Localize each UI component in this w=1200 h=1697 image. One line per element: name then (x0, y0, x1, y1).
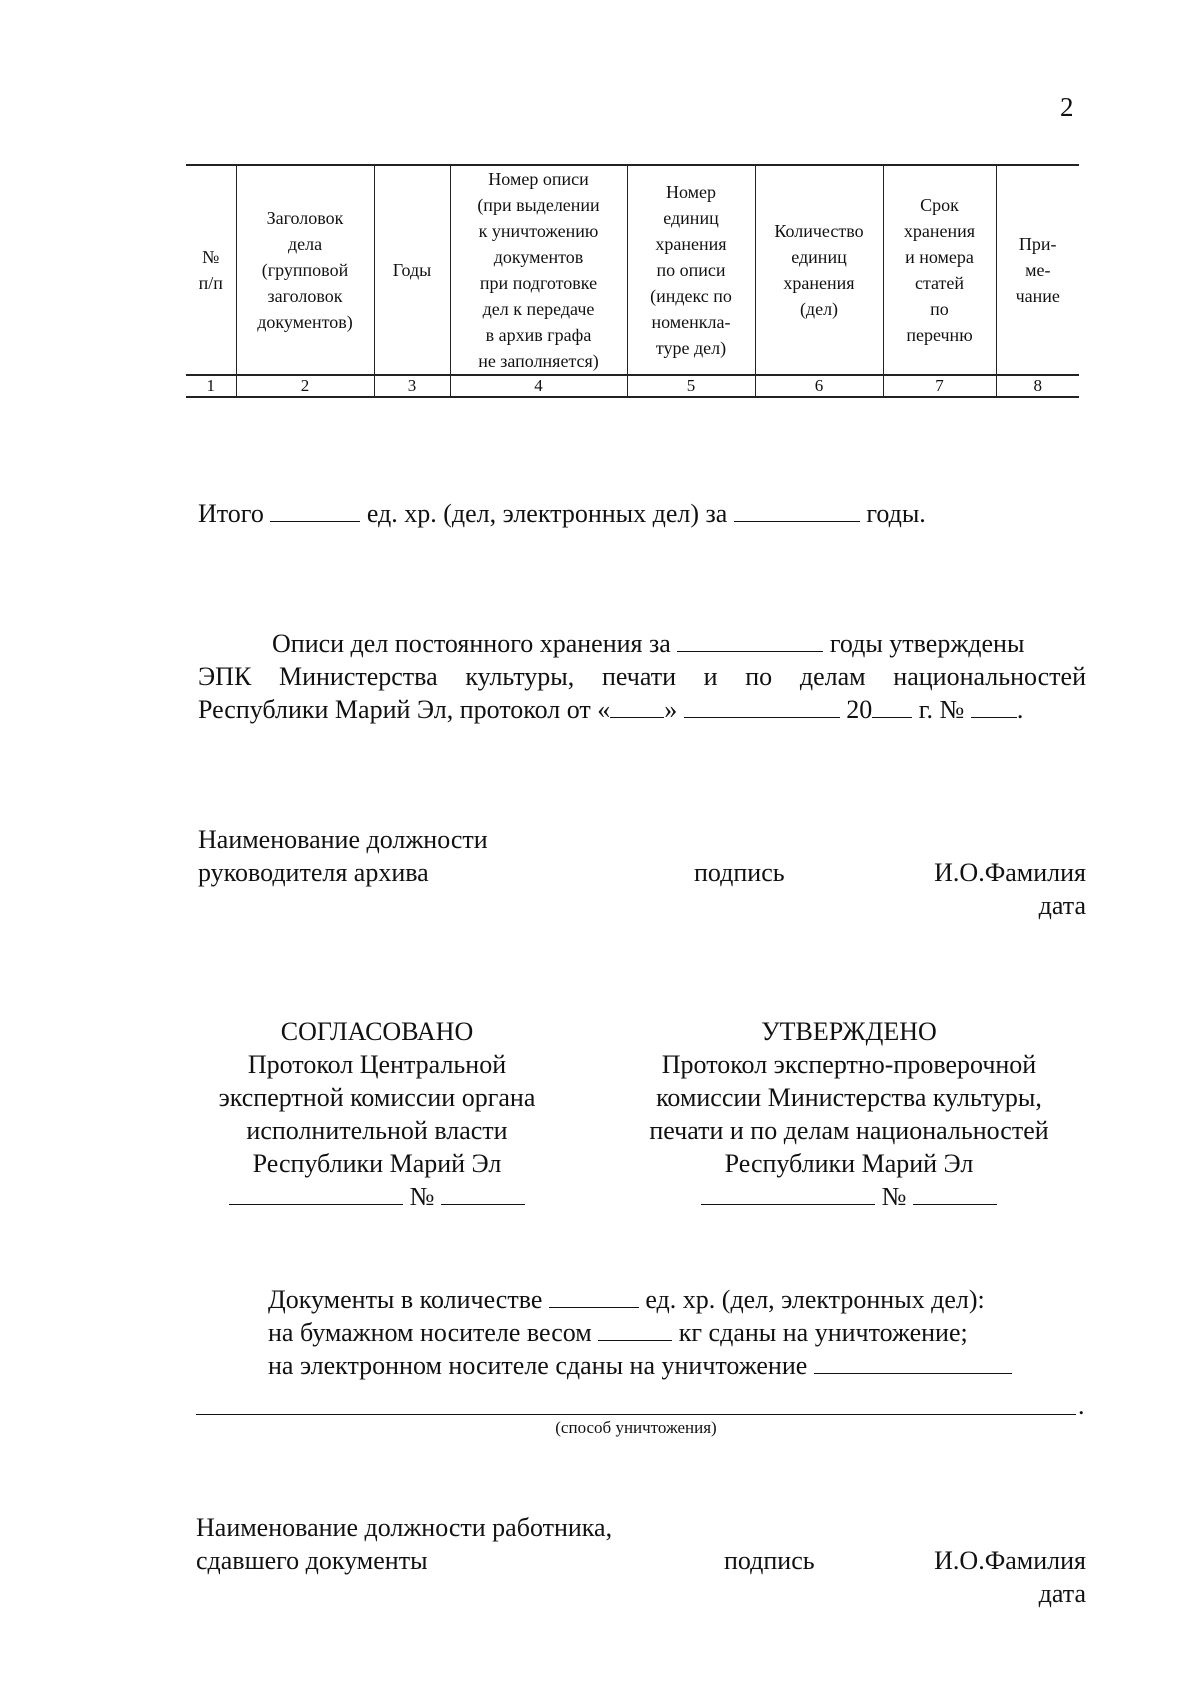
destruction-text-1b: ед. хр. (дел, электронных дел): (645, 1285, 985, 1314)
agreed-number-sign: № (409, 1182, 435, 1211)
column-number: 4 (450, 375, 627, 397)
agreed-block (182, 1015, 572, 1213)
protocol-year-blank (872, 695, 912, 718)
col-header-unit-count: Количество единиц хранения (дел) (755, 165, 883, 375)
col-header-note: При- ме- чание (996, 165, 1079, 375)
total-line (198, 498, 926, 530)
approval-text-1a: Описи дел постоянного хранения за (272, 629, 671, 658)
agreed-title: СОГЛАСОВАНО (280, 1017, 474, 1046)
approved-date-blank (701, 1182, 875, 1205)
column-number: 6 (755, 375, 883, 397)
total-years-blank (734, 499, 860, 522)
protocol-number-blank (971, 695, 1017, 718)
agreed-line1: Протокол Центральной (247, 1050, 507, 1079)
column-number: 3 (374, 375, 450, 397)
protocol-day-blank (610, 695, 664, 718)
approval-text-2: ЭПК Министерства культуры, печати и по делам национальностей (198, 662, 1086, 691)
signature2-signature: подпись (724, 1546, 815, 1575)
destruction-text-3: на электронном носителе сданы на уничтожение (268, 1351, 808, 1380)
approval-text-3c: 20 (846, 695, 873, 724)
approved-line3: печати и по делам национальностей (649, 1116, 1049, 1145)
signature1-name: И.О.Фамилия (934, 858, 1086, 887)
approval-text-3a: Республики Марий Эл, протокол от « (198, 695, 611, 724)
agreed-line2: экспертной комиссии органа (218, 1083, 536, 1112)
destruction-end-dot: . (1078, 1391, 1085, 1420)
total-units-blank (270, 499, 360, 522)
col-header-title: Заголовок дела (групповой заголовок документов) (236, 165, 374, 375)
column-number: 8 (996, 375, 1079, 397)
total-label: Итого (198, 499, 264, 528)
approval-text-3b: » (664, 695, 678, 724)
col-header-retention: Срок хранения и номера статей по перечню (883, 165, 996, 375)
total-units-text: ед. хр. (дел, электронных дел) за (366, 499, 728, 528)
signature1-date: дата (1038, 891, 1086, 920)
agreed-date-blank (229, 1182, 403, 1205)
column-number: 2 (236, 375, 374, 397)
protocol-month-blank (684, 695, 840, 718)
table-column-numbers-row (186, 375, 1079, 397)
approved-number-sign: № (881, 1182, 907, 1211)
destruction-count-blank (549, 1285, 639, 1308)
approval-text-3d: г. № (918, 695, 965, 724)
destruction-line1 (268, 1284, 985, 1316)
total-years-text: годы. (866, 499, 926, 528)
signature1-position-line1: Наименование должности (198, 825, 488, 854)
signature1-signature: подпись (694, 858, 785, 887)
destruction-text-1a: Документы в количестве (268, 1285, 543, 1314)
approval-paragraph (198, 627, 1086, 726)
approved-line1: Протокол экспертно-проверочной (661, 1050, 1037, 1079)
destruction-method-caption: (способ уничтожения) (555, 1418, 717, 1437)
signature2-position-line2: сдавшего документы (196, 1546, 428, 1575)
approved-number-blank (913, 1182, 997, 1205)
approved-block (620, 1015, 1078, 1213)
signature1-position-line2: руководителя архива (198, 858, 429, 887)
approved-line4: Республики Марий Эл (724, 1149, 974, 1178)
approval-text-1b: годы утверждены (829, 629, 1025, 658)
col-header-number: № п/п (186, 165, 236, 375)
column-number: 5 (627, 375, 755, 397)
agreed-line4: Республики Марий Эл (252, 1149, 502, 1178)
destruction-line3 (268, 1350, 1012, 1382)
destruction-weight-blank (598, 1318, 672, 1341)
inventory-table (186, 164, 1079, 398)
signature2-position-line1: Наименование должности работника, (196, 1513, 613, 1542)
destruction-method-line (196, 1414, 1076, 1415)
signature2-name: И.О.Фамилия (934, 1546, 1086, 1575)
agreed-line3: исполнительной власти (246, 1116, 508, 1145)
destruction-line2 (268, 1317, 968, 1349)
page-number: 2 (1060, 92, 1074, 122)
destruction-electronic-blank (814, 1351, 1012, 1374)
col-header-years: Годы (374, 165, 450, 375)
destruction-text-2a: на бумажном носителе весом (268, 1318, 592, 1347)
approved-line2: комиссии Министерства культуры, (656, 1083, 1042, 1112)
col-header-unit-number: Номер единиц хранения по описи (индекс по номенкла- туре дел) (627, 165, 755, 375)
approval-text-3e: . (1016, 695, 1024, 724)
approved-title: УТВЕРЖДЕНО (761, 1017, 937, 1046)
agreed-number-blank (441, 1182, 525, 1205)
destruction-text-2b: кг сданы на уничтожение; (678, 1318, 968, 1347)
column-number: 7 (883, 375, 996, 397)
signature2-date: дата (1038, 1579, 1086, 1608)
table-header-row (186, 165, 1079, 375)
column-number: 1 (186, 375, 236, 397)
approval-years-blank (677, 629, 823, 652)
col-header-inventory-number: Номер описи (при выделении к уничтожению документов при подготовке дел к передаче в архив графа не заполняется) (450, 165, 627, 375)
